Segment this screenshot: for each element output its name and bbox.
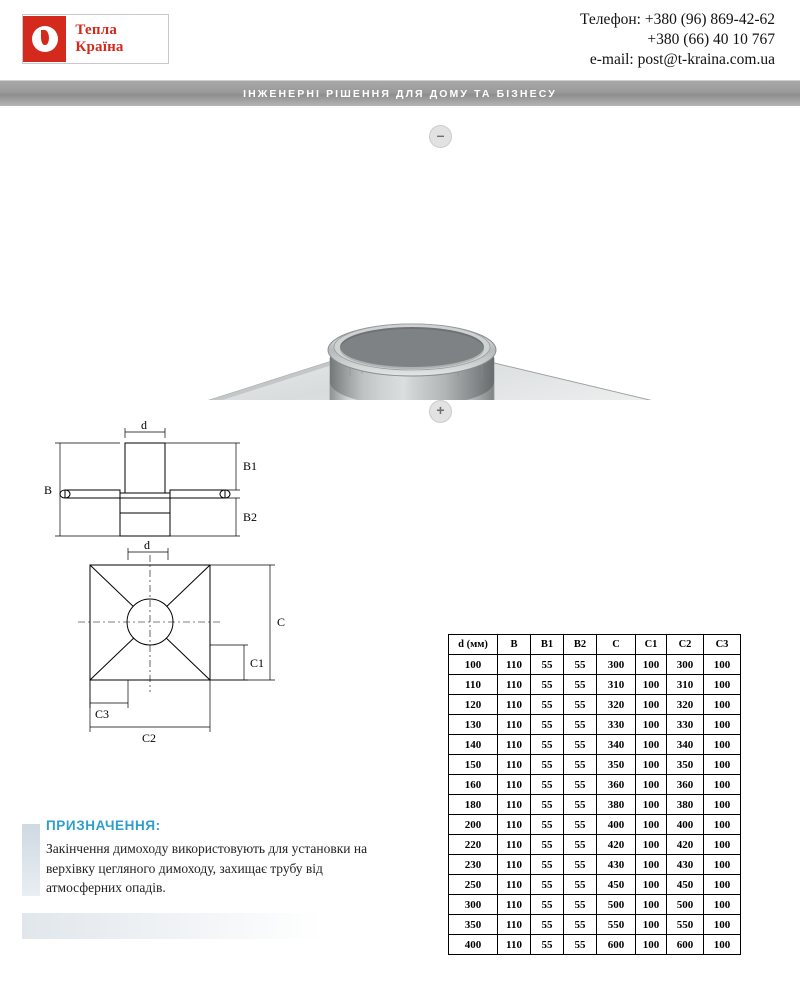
table-cell-b1: 55 — [531, 655, 564, 675]
table-row — [449, 715, 741, 735]
table-cell-d: 140 — [449, 735, 498, 755]
table-header-cell-7: C3 — [704, 635, 741, 655]
decorative-gradient — [22, 913, 322, 939]
table-cell-c3: 100 — [704, 935, 741, 955]
table-cell-c3: 100 — [704, 835, 741, 855]
description-text: Закінчення димоходу використовують для установки на верхівку цегляного димоходу, захищає трубу від атмосферних опадів. — [46, 841, 368, 895]
table-cell-c: 380 — [597, 795, 636, 815]
table-cell-d: 250 — [449, 875, 498, 895]
table-cell-b2: 55 — [564, 875, 597, 895]
dim-label-C3: C3 — [95, 707, 110, 721]
table-row — [449, 895, 741, 915]
table-cell-c1: 100 — [636, 935, 667, 955]
table-cell-d: 130 — [449, 715, 498, 735]
table-cell-b2: 55 — [564, 835, 597, 855]
table-cell-c1: 100 — [636, 835, 667, 855]
zoom-in-icon[interactable]: + — [429, 400, 452, 423]
table-cell-c3: 100 — [704, 915, 741, 935]
table-cell-b2: 55 — [564, 775, 597, 795]
table-cell-b2: 55 — [564, 855, 597, 875]
dim-label-C: C — [277, 615, 286, 629]
technical-drawings — [40, 420, 340, 765]
table-cell-b1: 55 — [531, 755, 564, 775]
table-row — [449, 675, 741, 695]
table-header-cell-5: C1 — [636, 635, 667, 655]
table-cell-b1: 55 — [531, 855, 564, 875]
table-cell-b2: 55 — [564, 655, 597, 675]
table-cell-b2: 55 — [564, 795, 597, 815]
table-cell-d: 160 — [449, 775, 498, 795]
table-cell-c: 450 — [597, 875, 636, 895]
table-cell-b: 110 — [498, 895, 531, 915]
table-cell-b: 110 — [498, 935, 531, 955]
email: e-mail: post@t-kraina.com.ua — [589, 51, 775, 68]
table-cell-d: 400 — [449, 935, 498, 955]
table-cell-b1: 55 — [531, 695, 564, 715]
table-cell-b2: 55 — [564, 735, 597, 755]
table-cell-c3: 100 — [704, 855, 741, 875]
slogan-banner: ІНЖЕНЕРНІ РІШЕННЯ ДЛЯ ДОМУ ТА БІЗНЕСУ — [0, 80, 800, 106]
table-cell-c: 330 — [597, 715, 636, 735]
table-cell-b: 110 — [498, 915, 531, 935]
table-cell-c: 400 — [597, 815, 636, 835]
table-cell-b1: 55 — [531, 775, 564, 795]
table-cell-b1: 55 — [531, 935, 564, 955]
table-cell-c2: 320 — [667, 695, 704, 715]
table-cell-c: 320 — [597, 695, 636, 715]
table-body — [449, 655, 741, 955]
table-cell-b: 110 — [498, 715, 531, 735]
table-cell-b1: 55 — [531, 895, 564, 915]
table-header-cell-2: B1 — [531, 635, 564, 655]
table-cell-b1: 55 — [531, 795, 564, 815]
table-row — [449, 795, 741, 815]
specification-table — [448, 634, 741, 955]
table-row — [449, 815, 741, 835]
table-cell-c1: 100 — [636, 915, 667, 935]
table-cell-c: 350 — [597, 755, 636, 775]
dim-label-d-top-view: d — [144, 538, 150, 552]
table-cell-b: 110 — [498, 775, 531, 795]
table-cell-c2: 430 — [667, 855, 704, 875]
table-header-cell-4: C — [597, 635, 636, 655]
table-row — [449, 755, 741, 775]
table-cell-d: 350 — [449, 915, 498, 935]
flame-icon — [23, 16, 66, 62]
logo-text: Тепла Країна — [75, 22, 124, 55]
table-cell-b: 110 — [498, 815, 531, 835]
table-header-row — [449, 635, 741, 655]
table-cell-d: 100 — [449, 655, 498, 675]
dim-label-B2: B2 — [243, 510, 258, 524]
table-cell-c1: 100 — [636, 895, 667, 915]
zoom-out-icon[interactable]: – — [429, 125, 452, 148]
table-cell-c2: 310 — [667, 675, 704, 695]
table-row — [449, 855, 741, 875]
table-cell-c3: 100 — [704, 775, 741, 795]
table-cell-c1: 100 — [636, 775, 667, 795]
dim-label-d-top: d — [141, 420, 147, 432]
table-header-cell-3: B2 — [564, 635, 597, 655]
description-title: ПРИЗНАЧЕННЯ: — [46, 818, 161, 833]
table-cell-b1: 55 — [531, 835, 564, 855]
table-row — [449, 775, 741, 795]
table-cell-c1: 100 — [636, 855, 667, 875]
table-cell-c2: 330 — [667, 715, 704, 735]
table-cell-c3: 100 — [704, 795, 741, 815]
table-cell-c2: 360 — [667, 775, 704, 795]
table-cell-b: 110 — [498, 695, 531, 715]
table-cell-c2: 350 — [667, 755, 704, 775]
table-cell-c2: 300 — [667, 655, 704, 675]
table-cell-c2: 500 — [667, 895, 704, 915]
table-cell-c1: 100 — [636, 815, 667, 835]
table-cell-b2: 55 — [564, 715, 597, 735]
product-photo[interactable] — [0, 150, 800, 400]
table-cell-d: 200 — [449, 815, 498, 835]
table-cell-c2: 600 — [667, 935, 704, 955]
table-cell-d: 110 — [449, 675, 498, 695]
table-cell-c1: 100 — [636, 795, 667, 815]
table-cell-c3: 100 — [704, 655, 741, 675]
table-cell-b: 110 — [498, 735, 531, 755]
table-cell-c: 550 — [597, 915, 636, 935]
table-cell-c2: 450 — [667, 875, 704, 895]
dim-label-B: B — [44, 483, 53, 497]
table-cell-b: 110 — [498, 675, 531, 695]
table-row — [449, 835, 741, 855]
table-cell-c3: 100 — [704, 695, 741, 715]
table-cell-c2: 340 — [667, 735, 704, 755]
table-cell-d: 220 — [449, 835, 498, 855]
description-block — [22, 818, 372, 898]
table-cell-c1: 100 — [636, 735, 667, 755]
table-cell-c1: 100 — [636, 715, 667, 735]
table-row — [449, 655, 741, 675]
table-cell-b2: 55 — [564, 755, 597, 775]
table-cell-b: 110 — [498, 855, 531, 875]
contact-block — [580, 10, 775, 70]
table-cell-c3: 100 — [704, 675, 741, 695]
table-cell-b2: 55 — [564, 675, 597, 695]
table-cell-b1: 55 — [531, 715, 564, 735]
table-cell-b: 110 — [498, 755, 531, 775]
phone-primary: Телефон: +380 (96) 869-42-62 — [580, 11, 775, 28]
table-cell-c3: 100 — [704, 815, 741, 835]
table-cell-c2: 550 — [667, 915, 704, 935]
table-cell-c2: 420 — [667, 835, 704, 855]
table-cell-d: 180 — [449, 795, 498, 815]
table-cell-c: 360 — [597, 775, 636, 795]
table-header-cell-0: d (мм) — [449, 635, 498, 655]
page-header — [0, 0, 800, 80]
table-cell-c1: 100 — [636, 755, 667, 775]
table-cell-b1: 55 — [531, 815, 564, 835]
table-cell-c: 600 — [597, 935, 636, 955]
table-cell-c3: 100 — [704, 735, 741, 755]
table-cell-c2: 380 — [667, 795, 704, 815]
table-header-cell-1: B — [498, 635, 531, 655]
table-cell-b: 110 — [498, 655, 531, 675]
table-row — [449, 915, 741, 935]
dim-label-B1: B1 — [243, 459, 258, 473]
table-cell-c3: 100 — [704, 895, 741, 915]
table-cell-b1: 55 — [531, 915, 564, 935]
table-cell-c: 430 — [597, 855, 636, 875]
table-cell-b: 110 — [498, 875, 531, 895]
table-cell-c: 420 — [597, 835, 636, 855]
table-cell-b2: 55 — [564, 935, 597, 955]
table-cell-c3: 100 — [704, 715, 741, 735]
dim-label-C1: C1 — [250, 656, 265, 670]
table-cell-b: 110 — [498, 795, 531, 815]
table-cell-c1: 100 — [636, 655, 667, 675]
phone-secondary: +380 (66) 40 10 767 — [647, 31, 775, 48]
table-row — [449, 875, 741, 895]
table-cell-c1: 100 — [636, 675, 667, 695]
table-row — [449, 935, 741, 955]
table-cell-c: 300 — [597, 655, 636, 675]
table-cell-d: 120 — [449, 695, 498, 715]
table-cell-b1: 55 — [531, 735, 564, 755]
table-header-cell-6: C2 — [667, 635, 704, 655]
table-row — [449, 735, 741, 755]
table-cell-d: 300 — [449, 895, 498, 915]
table-cell-c1: 100 — [636, 695, 667, 715]
accent-bar — [22, 824, 40, 896]
table-cell-c: 310 — [597, 675, 636, 695]
table-cell-c: 340 — [597, 735, 636, 755]
table-cell-b1: 55 — [531, 875, 564, 895]
table-cell-c1: 100 — [636, 875, 667, 895]
logo[interactable] — [22, 14, 169, 64]
table-cell-d: 230 — [449, 855, 498, 875]
table-cell-c3: 100 — [704, 755, 741, 775]
dim-label-C2: C2 — [142, 731, 157, 745]
table-cell-b2: 55 — [564, 695, 597, 715]
table-cell-c2: 400 — [667, 815, 704, 835]
table-cell-b2: 55 — [564, 815, 597, 835]
table-cell-c3: 100 — [704, 875, 741, 895]
table-cell-b: 110 — [498, 835, 531, 855]
table-cell-c: 500 — [597, 895, 636, 915]
table-cell-b2: 55 — [564, 895, 597, 915]
table-cell-b1: 55 — [531, 675, 564, 695]
table-row — [449, 695, 741, 715]
table-cell-d: 150 — [449, 755, 498, 775]
table-cell-b2: 55 — [564, 915, 597, 935]
